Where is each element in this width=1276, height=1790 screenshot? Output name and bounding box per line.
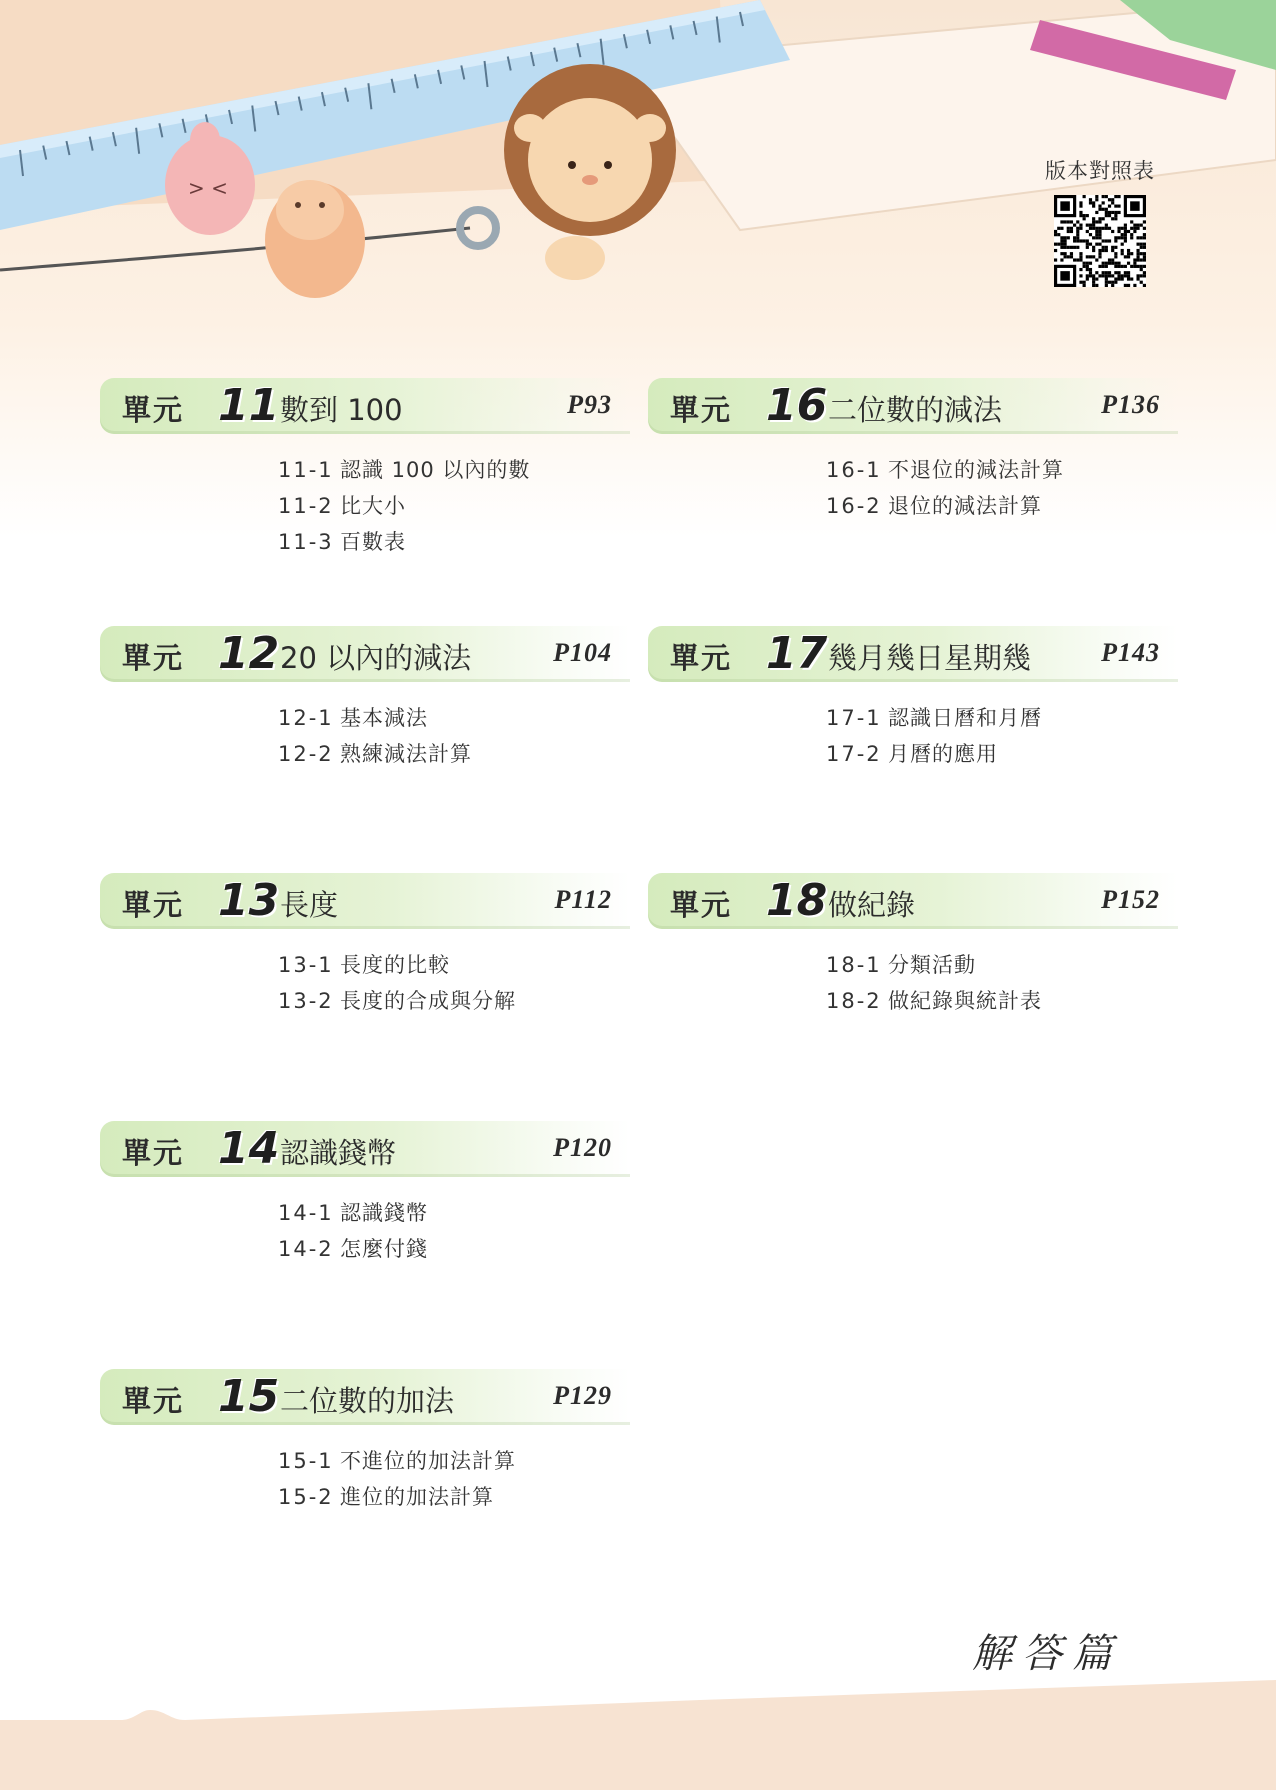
unit-page-number: P136 bbox=[1101, 390, 1160, 419]
subsection-code: 12-1 bbox=[278, 706, 334, 730]
subsection-list bbox=[278, 452, 630, 560]
unit-label: 單元 bbox=[670, 888, 733, 922]
unit-label: 單元 bbox=[670, 641, 733, 675]
subsection-item[interactable] bbox=[826, 736, 1178, 772]
subsection-code: 11-3 bbox=[278, 530, 334, 554]
unit-header-bar[interactable] bbox=[648, 378, 1178, 434]
subsection-title: 熟練減法計算 bbox=[340, 742, 472, 766]
subsection-item[interactable] bbox=[278, 1231, 630, 1267]
unit-14 bbox=[100, 1121, 630, 1267]
unit-header-bar[interactable] bbox=[100, 626, 630, 682]
subsection-code: 17-2 bbox=[826, 742, 882, 766]
subsection-code: 11-1 bbox=[278, 458, 334, 482]
unit-header-bar[interactable] bbox=[100, 378, 630, 434]
subsection-title: 長度的合成與分解 bbox=[340, 989, 516, 1013]
subsection-code: 13-1 bbox=[278, 953, 334, 977]
unit-page-number: P152 bbox=[1101, 885, 1160, 914]
unit-18 bbox=[648, 873, 1178, 1019]
unit-label: 單元 bbox=[122, 1136, 185, 1170]
unit-title: 做紀錄 bbox=[828, 888, 916, 922]
subsection-item[interactable] bbox=[826, 488, 1178, 524]
subsection-item[interactable] bbox=[826, 452, 1178, 488]
subsection-list bbox=[278, 1195, 630, 1267]
subsection-title: 不進位的加法計算 bbox=[340, 1449, 516, 1473]
subsection-item[interactable] bbox=[826, 700, 1178, 736]
unit-header-bar[interactable] bbox=[100, 1369, 630, 1425]
subsection-code: 15-2 bbox=[278, 1485, 334, 1509]
subsection-item[interactable] bbox=[826, 947, 1178, 983]
unit-label: 單元 bbox=[122, 888, 185, 922]
unit-number: 11 bbox=[218, 380, 280, 431]
subsection-code: 16-2 bbox=[826, 494, 882, 518]
puzzle-paper-edge bbox=[0, 1680, 1276, 1790]
subsection-title: 長度的比較 bbox=[340, 953, 450, 977]
subsection-title: 進位的加法計算 bbox=[340, 1485, 494, 1509]
subsection-code: 16-1 bbox=[826, 458, 882, 482]
subsection-item[interactable] bbox=[278, 452, 630, 488]
subsection-item[interactable] bbox=[278, 983, 630, 1019]
subsection-title: 認識日曆和月曆 bbox=[888, 706, 1042, 730]
subsection-title: 認識 100 以內的數 bbox=[340, 458, 531, 482]
unit-number: 15 bbox=[218, 1371, 280, 1422]
unit-label: 單元 bbox=[122, 1384, 185, 1418]
unit-title: 數到 100 bbox=[280, 393, 403, 427]
subsection-code: 13-2 bbox=[278, 989, 334, 1013]
unit-label: 單元 bbox=[670, 393, 733, 427]
unit-15 bbox=[100, 1369, 630, 1515]
subsection-list bbox=[278, 700, 630, 772]
subsection-code: 14-1 bbox=[278, 1201, 334, 1225]
subsection-title: 不退位的減法計算 bbox=[888, 458, 1064, 482]
unit-title: 幾月幾日星期幾 bbox=[828, 641, 1032, 675]
subsection-list bbox=[278, 1443, 630, 1515]
unit-title: 認識錢幣 bbox=[280, 1136, 397, 1170]
unit-number: 14 bbox=[218, 1123, 280, 1174]
subsection-item[interactable] bbox=[278, 736, 630, 772]
unit-number: 16 bbox=[766, 380, 828, 431]
svg-text:> <: > < bbox=[188, 176, 228, 200]
lion-character bbox=[504, 64, 676, 280]
subsection-code: 12-2 bbox=[278, 742, 334, 766]
unit-page-number: P112 bbox=[554, 885, 612, 914]
subsection-title: 分類活動 bbox=[888, 953, 976, 977]
hamster-character bbox=[265, 180, 365, 298]
subsection-title: 怎麼付錢 bbox=[340, 1237, 428, 1261]
unit-11 bbox=[100, 378, 630, 560]
subsection-list bbox=[826, 947, 1178, 1019]
unit-header-bar[interactable] bbox=[100, 873, 630, 929]
subsection-code: 18-2 bbox=[826, 989, 882, 1013]
subsection-item[interactable] bbox=[278, 1195, 630, 1231]
unit-17 bbox=[648, 626, 1178, 772]
subsection-title: 做紀錄與統計表 bbox=[888, 989, 1042, 1013]
subsection-list bbox=[826, 452, 1178, 524]
unit-page-number: P104 bbox=[553, 638, 612, 667]
subsection-item[interactable] bbox=[278, 947, 630, 983]
subsection-title: 月曆的應用 bbox=[888, 742, 998, 766]
unit-title: 二位數的減法 bbox=[828, 393, 1003, 427]
unit-header-bar[interactable] bbox=[648, 873, 1178, 929]
unit-page-number: P120 bbox=[553, 1133, 612, 1162]
unit-header-bar[interactable] bbox=[648, 626, 1178, 682]
qr-code-icon[interactable] bbox=[1054, 195, 1146, 287]
subsection-item[interactable] bbox=[278, 488, 630, 524]
unit-title: 長度 bbox=[280, 888, 339, 922]
subsection-list bbox=[278, 947, 630, 1019]
subsection-code: 11-2 bbox=[278, 494, 334, 518]
subsection-item[interactable] bbox=[278, 1443, 630, 1479]
pull-string bbox=[0, 228, 470, 270]
subsection-code: 18-1 bbox=[826, 953, 882, 977]
subsection-code: 14-2 bbox=[278, 1237, 334, 1261]
unit-number: 12 bbox=[218, 628, 280, 679]
subsection-title: 退位的減法計算 bbox=[888, 494, 1042, 518]
subsection-list bbox=[826, 700, 1178, 772]
version-table-qr-block bbox=[1040, 155, 1160, 287]
subsection-code: 15-1 bbox=[278, 1449, 334, 1473]
subsection-title: 認識錢幣 bbox=[340, 1201, 428, 1225]
unit-13 bbox=[100, 873, 630, 1019]
subsection-item[interactable] bbox=[278, 524, 630, 560]
unit-page-number: P143 bbox=[1101, 638, 1160, 667]
unit-title: 二位數的加法 bbox=[280, 1384, 455, 1418]
subsection-code: 17-1 bbox=[826, 706, 882, 730]
qr-caption: 版本對照表 bbox=[1045, 159, 1155, 183]
subsection-title: 百數表 bbox=[340, 530, 406, 554]
unit-label: 單元 bbox=[122, 393, 185, 427]
unit-label: 單元 bbox=[122, 641, 185, 675]
unit-header-bar[interactable] bbox=[100, 1121, 630, 1177]
unit-page-number: P93 bbox=[567, 390, 612, 419]
subsection-item[interactable] bbox=[826, 983, 1178, 1019]
subsection-title: 比大小 bbox=[340, 494, 406, 518]
section-title: 解答篇 bbox=[972, 1631, 1122, 1677]
footer-illustration bbox=[0, 1680, 1276, 1790]
unit-number: 13 bbox=[218, 875, 280, 926]
unit-number: 17 bbox=[766, 628, 828, 679]
unit-page-number: P129 bbox=[553, 1381, 612, 1410]
subsection-item[interactable] bbox=[278, 1479, 630, 1515]
unit-12 bbox=[100, 626, 630, 772]
unit-title: 20 以內的減法 bbox=[280, 641, 472, 675]
subsection-title: 基本減法 bbox=[340, 706, 428, 730]
unit-16 bbox=[648, 378, 1178, 524]
subsection-item[interactable] bbox=[278, 700, 630, 736]
unit-number: 18 bbox=[766, 875, 828, 926]
